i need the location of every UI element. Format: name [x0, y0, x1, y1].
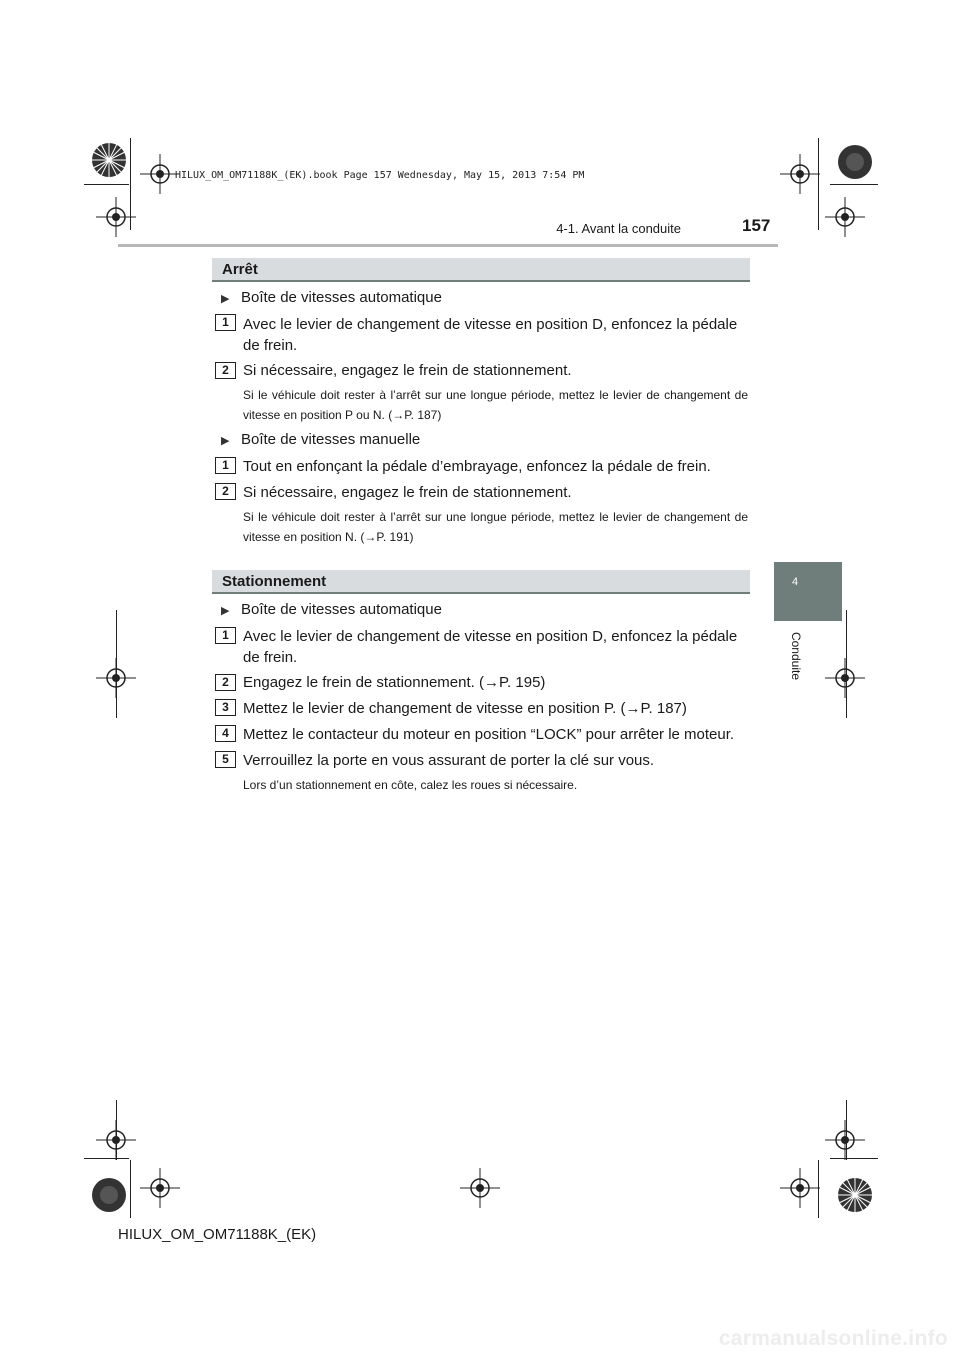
crosshair-mark — [825, 197, 865, 237]
step-number: 5 — [215, 751, 236, 768]
crop-line — [846, 1100, 847, 1160]
note-text: Lors d’un stationnement en côte, calez les roues si nécessaire. — [243, 778, 578, 792]
step-text: Verrouillez la porte en vous assurant de porter la clé sur vous. — [243, 752, 655, 769]
triangle-bullet-icon: ▶ — [221, 605, 230, 617]
triangle-bullet-icon: ▶ — [221, 293, 230, 305]
crosshair-mark — [460, 1168, 500, 1208]
crop-line — [830, 1158, 878, 1159]
subhead — [221, 601, 442, 618]
step-number: 1 — [215, 627, 236, 644]
crop-line — [130, 1160, 131, 1218]
subhead-text: Boîte de vitesses manuelle — [241, 431, 421, 448]
watermark: carmanualsonline.info — [718, 1327, 948, 1350]
footer-doc-code: HILUX_OM_OM71188K_(EK) — [118, 1226, 317, 1243]
crosshair-mark — [825, 1120, 865, 1160]
section-heading-arret: Arrêt — [212, 258, 750, 282]
note-text: Si le véhicule doit rester à l’arrêt sur une longue période, mettez le levier de changement de vitesse en position N. (→P. 191) — [243, 510, 748, 544]
step-text: Engagez le frein de stationnement. (→P. 195) — [243, 674, 546, 691]
step-number: 4 — [215, 725, 236, 742]
subhead-text: Boîte de vitesses automatique — [241, 289, 442, 306]
step-number: 2 — [215, 362, 236, 379]
note-text: Si le véhicule doit rester à l’arrêt sur une longue période, mettez le levier de changement de vitesse en position P ou N. (→P. 187) — [243, 388, 748, 422]
print-wheel-mark — [835, 142, 875, 182]
crosshair-mark — [780, 1168, 820, 1208]
triangle-bullet-icon: ▶ — [221, 435, 230, 447]
crop-line — [84, 184, 129, 185]
print-wheel-mark — [835, 1175, 875, 1215]
crosshair-mark — [140, 154, 180, 194]
crop-line — [116, 610, 117, 718]
print-marker-text: HILUX_OM_OM71188K_(EK).book Page 157 Wednesday, May 15, 2013 7:54 PM — [175, 170, 585, 181]
crop-line — [130, 138, 131, 230]
print-wheel-mark — [89, 140, 129, 180]
header-rule — [118, 244, 778, 247]
step-number: 2 — [215, 674, 236, 691]
page-number: 157 — [742, 216, 771, 235]
step-number: 2 — [215, 483, 236, 500]
step-number: 1 — [215, 314, 236, 331]
crosshair-mark — [825, 658, 865, 698]
step-text: Tout en enfonçant la pédale d’embrayage, enfoncez la pédale de frein. — [243, 458, 711, 475]
crop-line — [846, 610, 847, 718]
crop-line — [116, 1100, 117, 1160]
subhead — [221, 431, 420, 448]
subhead — [221, 289, 442, 306]
crop-line — [84, 1158, 129, 1159]
chapter-header: 4-1. Avant la conduite — [556, 221, 681, 236]
step-text: Mettez le contacteur du moteur en position “LOCK” pour arrêter le moteur. — [243, 726, 735, 743]
crosshair-mark — [780, 154, 820, 194]
print-wheel-mark — [89, 1175, 129, 1215]
crop-line — [818, 1160, 819, 1218]
step-number: 3 — [215, 699, 236, 716]
step-text: Avec le levier de changement de vitesse en position D, enfoncez la pédale de frein. — [243, 316, 738, 354]
chapter-tab — [774, 562, 842, 621]
crosshair-mark — [140, 1168, 180, 1208]
step-number: 1 — [215, 457, 236, 474]
chapter-tab-label: Conduite — [789, 631, 803, 681]
chapter-tab-number: 4 — [792, 576, 799, 588]
step-text: Avec le levier de changement de vitesse en position D, enfoncez la pédale de frein. — [243, 628, 738, 666]
subhead-text: Boîte de vitesses automatique — [241, 601, 442, 618]
step-text: Si nécessaire, engagez le frein de stationnement. — [243, 484, 572, 501]
crop-line — [830, 184, 878, 185]
section-heading-stationnement: Stationnement — [212, 570, 750, 594]
crop-line — [818, 138, 819, 230]
step-text: Si nécessaire, engagez le frein de stationnement. — [243, 362, 572, 379]
step-text: Mettez le levier de changement de vitesse en position P. (→P. 187) — [243, 700, 687, 717]
